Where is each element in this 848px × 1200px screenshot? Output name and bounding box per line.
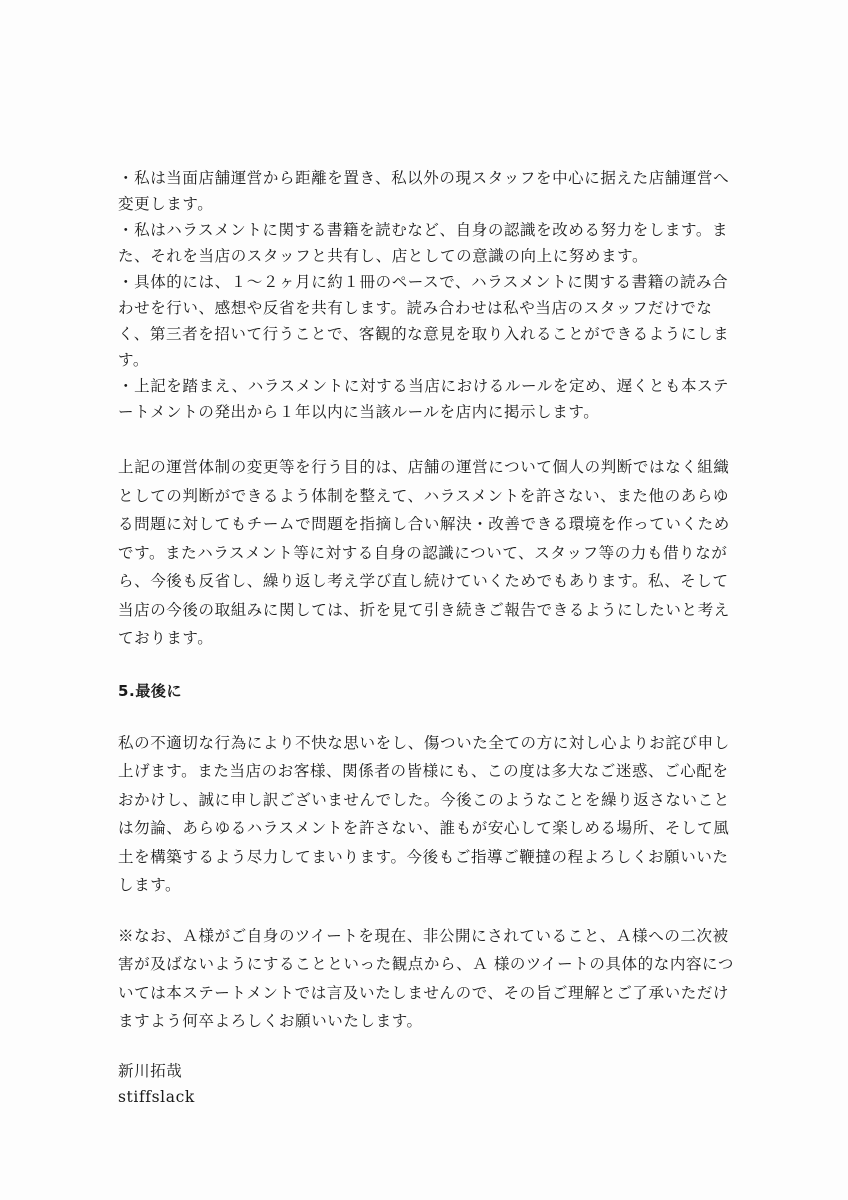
document-body — [118, 165, 738, 1110]
list-item: ・具体的には、１〜２ヶ月に約１冊のペースで、ハラスメントに関する書籍の読み合わせを行い、感想や反省を共有します。読み合わせは私や当店のスタッフだけでなく、第三者を招いて行うことで、客観的な意見を取り入れることができるようにします。 — [118, 273, 730, 369]
list-item: ・私はハラスメントに関する書籍を読むなど、自身の認識を改める努力をします。また、それを当店のスタッフと共有し、店としての意識の向上に努めます。 — [118, 221, 729, 265]
note-paragraph: ※なお、Ａ様がご自身のツイートを現在、非公開にされていること、Ａ様への二次被害が及ばないようにすることといった観点から、Ａ 様のツイートの具体的な内容については本ステートメントでは言及いたしませんので、その旨ご理解とご了承いただけますよう何卒よろしくお願いいたします。 — [118, 926, 734, 1030]
list-item: ・上記を踏まえ、ハラスメントに対する当店におけるルールを定め、遅くとも本ステートメントの発出から１年以内に当該ルールを店内に掲示します。 — [118, 377, 730, 421]
purpose-section — [118, 453, 738, 653]
signature-name: 新川拓哉 — [118, 1061, 183, 1080]
list-item: ・私は当面店舗運営から距離を置き、私以外の現スタッフを中心に据えた店舗運営へ変更します。 — [118, 169, 730, 213]
measures-list — [118, 165, 738, 425]
purpose-paragraph: 上記の運営体制の変更等を行う目的は、店舗の運営について個人の判断ではなく組織としての判断ができるよう体制を整えて、ハラスメントを許さない、また他のあらゆる問題に対してもチームで問題を指摘し合い解決・改善できる環境を作っていくためです。またハラスメント等に対する自身の認識について、スタッフ等の力も借りながら、今後も反省し、繰り返し考え学び直し続けていくためでもあります。私、そして当店の今後の取組みに関しては、折を見て引き続きご報告できるようにしたいと考えております。 — [118, 458, 730, 647]
signature-block — [118, 1058, 738, 1110]
signature-shop: stiffslack — [118, 1087, 195, 1106]
closing-paragraph: 私の不適切な行為により不快な思いをし、傷ついた全ての方に対し心よりお詫び申し上げます。また当店のお客様、関係者の皆様にも、この度は多大なご迷惑、ご心配をおかけし、誠に申し訳ございませんでした。今後このようなことを繰り返さないことは勿論、あらゆるハラスメントを許さない、誰もが安心して楽しめる場所、そして風土を構築するよう尽力してまいります。今後もご指導ご鞭撻の程よろしくお願いいたします。 — [118, 733, 730, 894]
note-section — [118, 922, 738, 1036]
closing-section — [118, 729, 738, 900]
section-heading: 5.最後に — [118, 681, 183, 700]
